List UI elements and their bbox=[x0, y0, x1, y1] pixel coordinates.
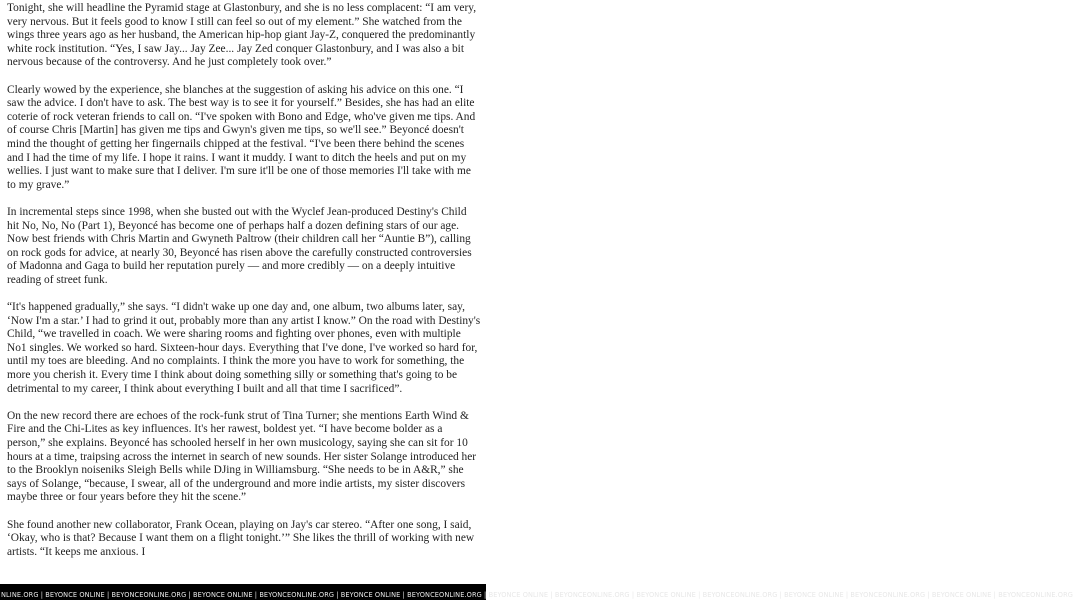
article-paragraph-6: She found another new collaborator, Frank Ocean, playing on Jay's car stereo. “After one song, I said, ‘Okay, who is that? Because I want them on a flight tonight.’” She likes the thrill of working with new artists. “It keeps me anxious. I bbox=[7, 518, 475, 558]
article-paragraph-1: Tonight, she will headline the Pyramid stage at Glastonbury, and she is no less complacent: “I am very, very nervous. But it feels good to know I still can feel so out of my element.” She watched from the wings three years ago as her husband, the American hip-hop giant Jay-Z, conquered the predominantly white rock institution. “Yes, I saw Jay... Jay Zee... Jay Zed conquer Glastonbury, and I was also a bit nervous because of the controversy. And he just completely took over.” bbox=[7, 2, 477, 69]
article-paragraph-5: On the new record there are echoes of the rock-funk strut of Tina Turner; she mentions Earth Wind & Fire and the Chi-Lites as key influences. It's her rawest, boldest yet. “I have become bolder as a person,” she explains. Beyoncé has schooled herself in her own musicology, saying she can sit for 10 hours at a time, traipsing across the internet in search of new sounds. Her sister Solange introduced her to the Brooklyn noiseniks Sleigh Bells while DJing in Williamsburg. “She needs to be in A&R,” she says of Solange, “because, I swear, all of the underground and more indie artists, my sister discovers maybe three or four years before they hit the scene.” bbox=[7, 409, 477, 504]
watermark-strip bbox=[0, 584, 1073, 600]
watermark-text: NLINE.ORG | BEYONCE ONLINE | BEYONCEONLINE.ORG | BEYONCE ONLINE | BEYONCEONLINE.ORG | BEYONCE ONLINE | BEYONCEONLINE.ORG | BEYONCE ONLINE | BEYONCEONLINE.ORG | BEYONCE ONLINE | BEYONCEONLINE.ORG | BEYONCE ONLINE | BEYONCEONLINE.ORG | BEYONCE ONLINE | BEYONCEONLINE.ORG bbox=[1, 591, 1073, 599]
article-body bbox=[7, 2, 481, 573]
article-paragraph-4: “It's happened gradually,” she says. “I didn't wake up one day and, one album, two albums later, say, ‘Now I'm a star.’ I had to grind it out, probably more than any artist I know.” On the road with Destiny's Child, “we travelled in coach. We were sharing rooms and fighting over phones, even with multiple No1 singles. We worked so hard. Sixteen-hour days. Everything that I've done, I've worked so hard for, until my toes are bleeding. And no complaints. I think the more you have to work for something, the more you cherish it. Every time I think about doing something silly or something that's going to be detrimental to my career, I think about everything I built and all that time I sacrificed”. bbox=[7, 301, 481, 395]
article-paragraph-3: In incremental steps since 1998, when she busted out with the Wyclef Jean-produced Destiny's Child hit No, No, No (Part 1), Beyoncé has become one of perhaps half a dozen defining stars of our age. Now best friends with Chris Martin and Gwyneth Paltrow (their children call her “Auntie B”), calling on rock gods for advice, at nearly 30, Beyoncé has risen above the carefully constructed controversies of Madonna and Gaga to build her reputation purely — and more credibly — on a deeply intuitive reading of street funk. bbox=[7, 205, 472, 286]
scanned-page bbox=[0, 0, 486, 584]
article-paragraph-2: Clearly wowed by the experience, she blanches at the suggestion of asking his advice on this one. “I saw the advice. I don't have to ask. The best way is to see it for yourself.” Besides, she has had an elite coterie of rock veteran friends to call on. “I've spoken with Bono and Edge, who've given me tips. And of course Chris [Martin] has given me tips and Gwyn's given me tips, so we'll see.” Beyoncé doesn't mind the thought of getting her fingernails chipped at the festival. “I've been there behind the scenes and I had the time of my life. I hope it rains. I want it muddy. I want to ditch the heels and put on my wellies. I just want to make sure that I deliver. I'm sure it'll be one of those memories I'll take with me to my grave.” bbox=[7, 83, 476, 191]
